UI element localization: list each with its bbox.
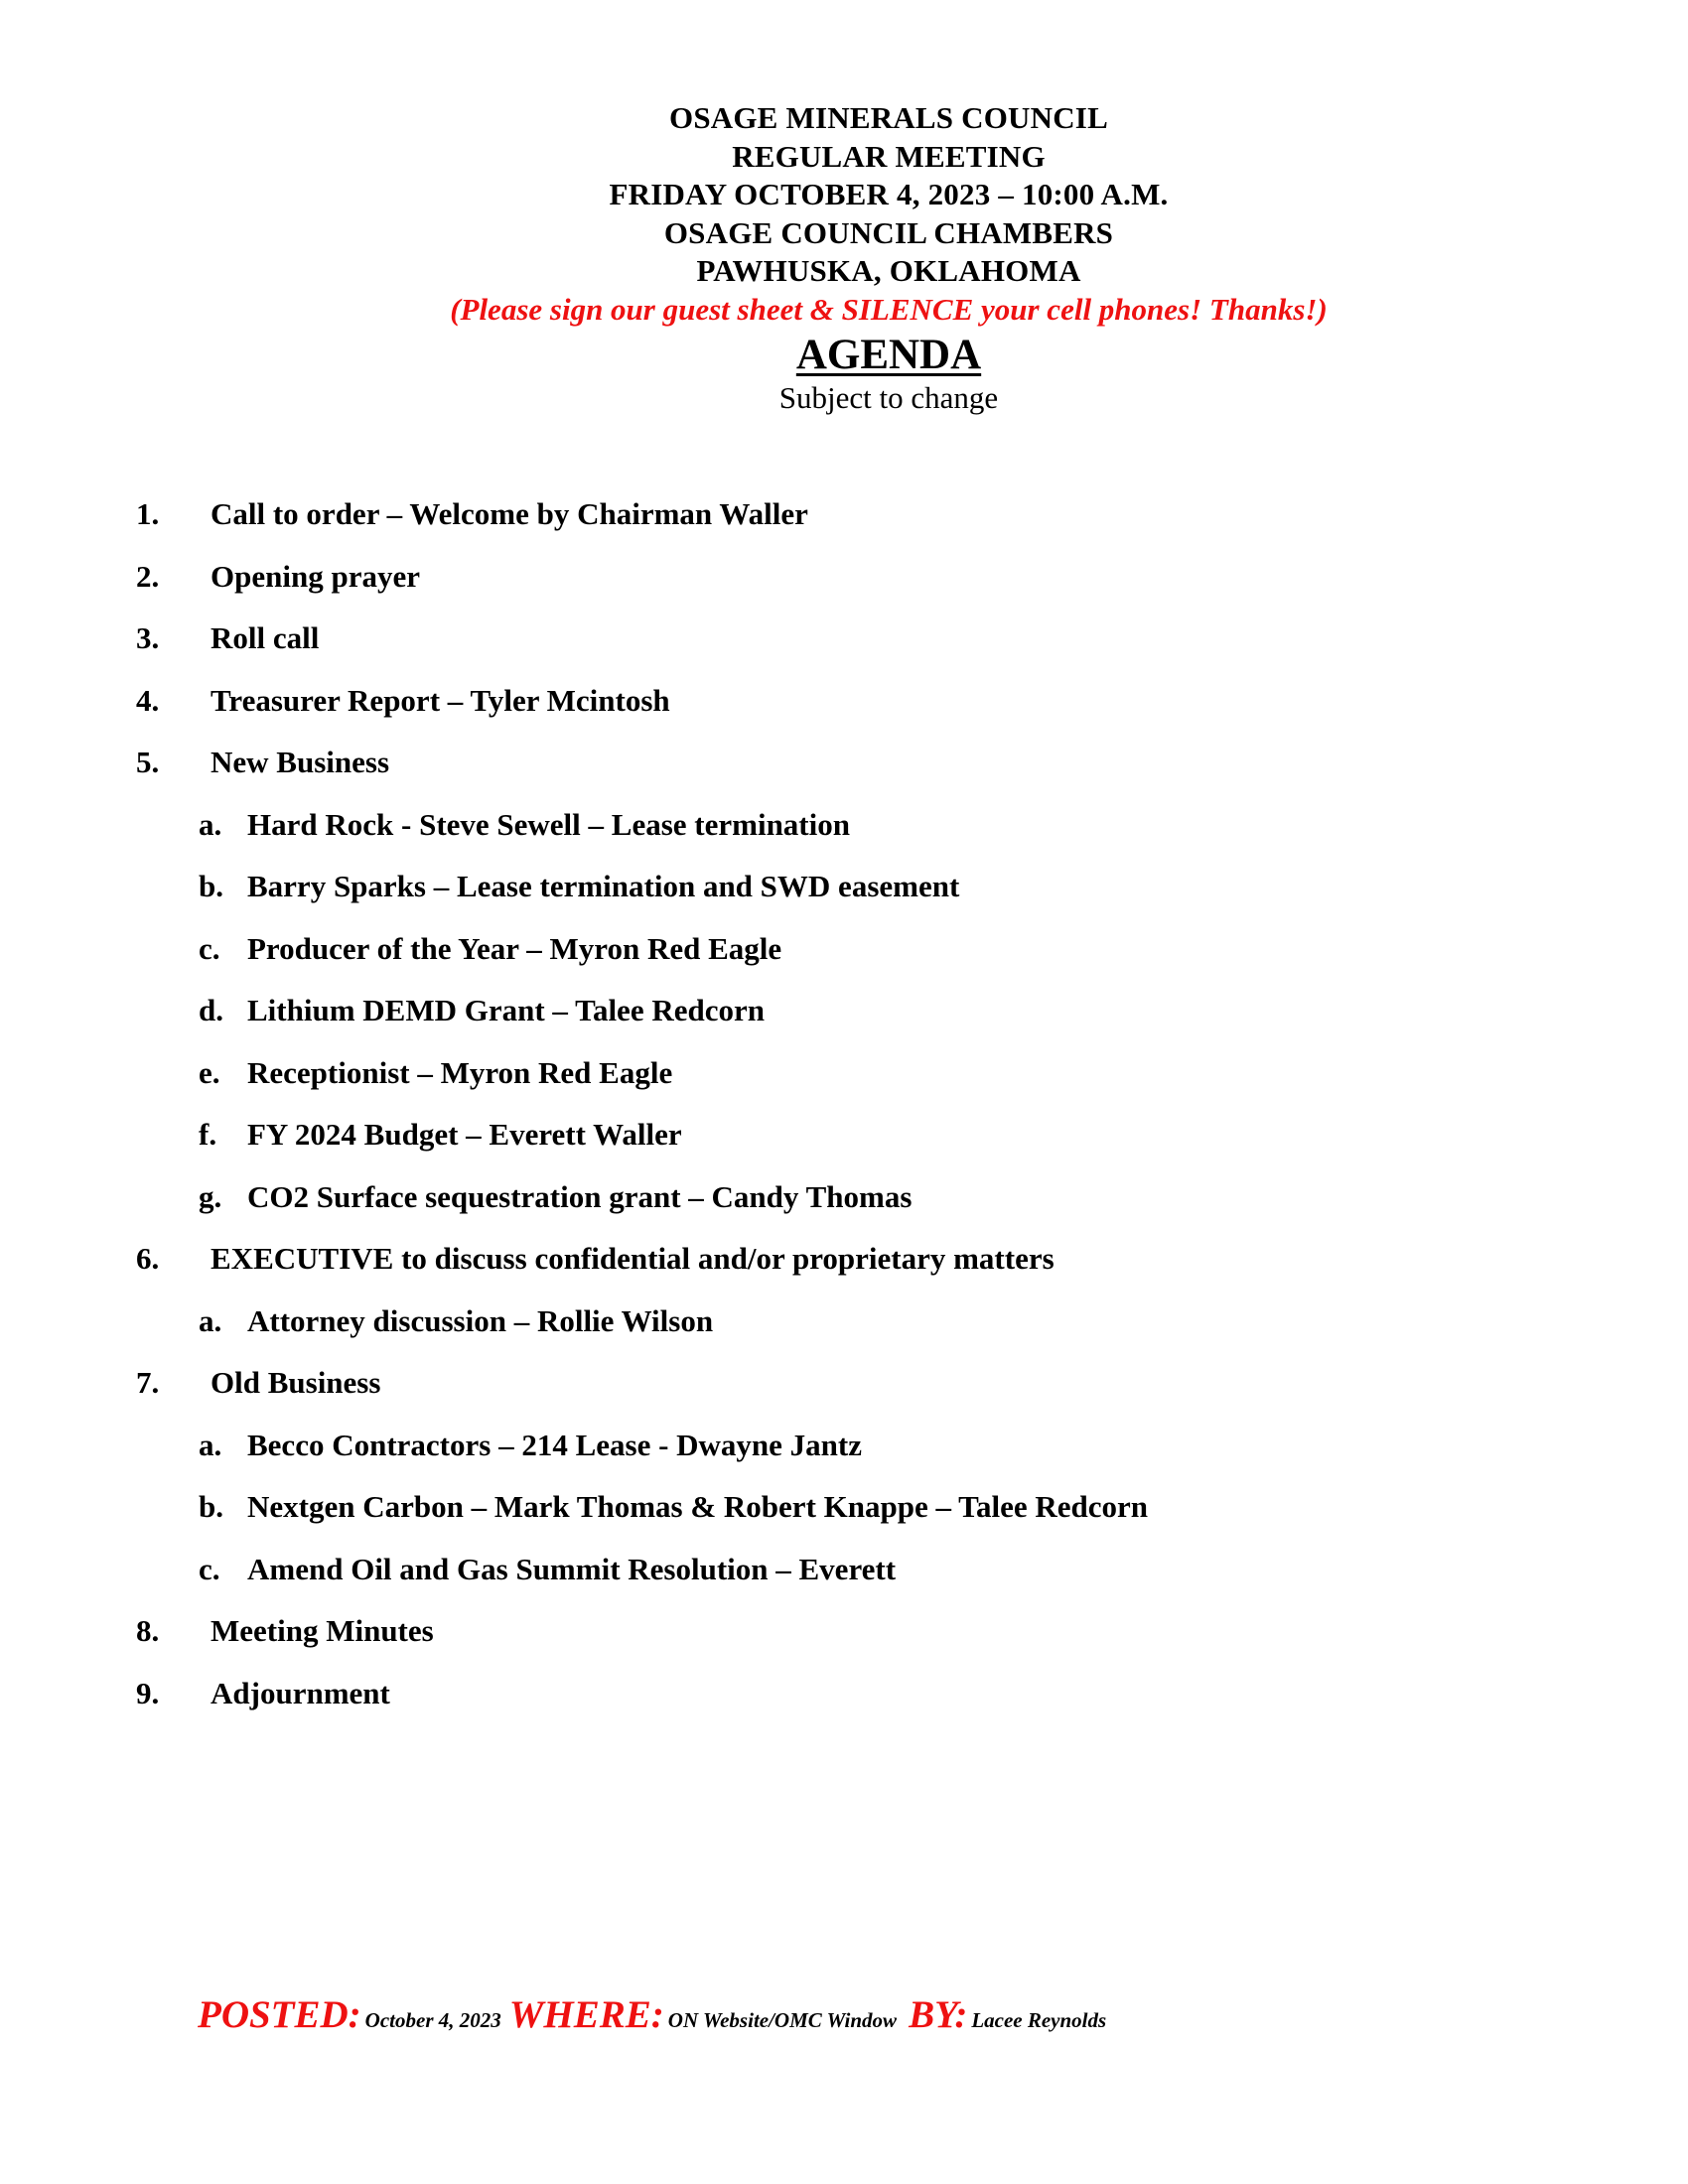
by-label: BY: <box>909 1993 968 2036</box>
subitem-text: Hard Rock - Steve Sewell – Lease termination <box>247 806 850 842</box>
meeting-date-time: FRIDAY OCTOBER 4, 2023 – 10:00 A.M. <box>609 177 1169 211</box>
subitem-text: Producer of the Year – Myron Red Eagle <box>247 930 782 966</box>
posted-date: October 4, 2023 <box>364 2008 501 2032</box>
subitem-text: Lithium DEMD Grant – Talee Redcorn <box>247 993 765 1027</box>
item-text: Meeting Minutes <box>211 1613 434 1648</box>
item-number: 2. <box>136 558 160 594</box>
subitem-letter: b. <box>199 1489 223 1524</box>
meeting-location: OSAGE COUNCIL CHAMBERS <box>663 214 1114 250</box>
subitem-letter: e. <box>199 1054 220 1090</box>
subitem-text: CO2 Surface sequestration grant – Candy Thomas <box>247 1178 913 1214</box>
item-text: Old Business <box>211 1365 381 1400</box>
item-number: 7. <box>136 1365 160 1400</box>
item-text: Treasurer Report – Tyler Mcintosh <box>211 682 670 718</box>
page-subtitle: Subject to change <box>778 379 999 415</box>
item-text: Call to order – Welcome by Chairman Waller <box>211 496 808 531</box>
subitem-text: Barry Sparks – Lease termination and SWD easement <box>247 869 960 903</box>
posted-label: POSTED: <box>198 1993 361 2036</box>
by-value: Lacee Reynolds <box>971 2008 1107 2032</box>
subitem-letter: d. <box>199 993 223 1027</box>
page-title: AGENDA <box>795 331 982 378</box>
item-number: 6. <box>136 1241 160 1276</box>
subitem-letter: a. <box>199 1427 222 1462</box>
item-number: 1. <box>136 496 160 531</box>
subitem-text: Nextgen Carbon – Mark Thomas & Robert Knappe – Talee Redcorn <box>247 1489 1149 1524</box>
guest-notice: (Please sign our guest sheet & SILENCE your cell phones! Thanks!) <box>450 291 1328 327</box>
where-value: ON Website/OMC Window <box>667 2008 898 2032</box>
agenda-header <box>0 99 1688 416</box>
item-number: 4. <box>136 682 160 718</box>
subitem-letter: a. <box>199 1302 222 1338</box>
item-number: 9. <box>136 1675 160 1710</box>
subitem-letter: b. <box>199 869 223 903</box>
item-text: New Business <box>211 745 390 779</box>
subitem-text: Attorney discussion – Rollie Wilson <box>247 1302 714 1338</box>
where-label: WHERE: <box>508 1993 664 2036</box>
meeting-city: PAWHUSKA, OKLAHOMA <box>696 253 1081 288</box>
subitem-letter: c. <box>199 1551 220 1586</box>
item-number: 5. <box>136 745 160 779</box>
subitem-letter: f. <box>199 1117 217 1152</box>
posting-footer <box>198 1993 1106 2045</box>
subitem-text: FY 2024 Budget – Everett Waller <box>247 1117 682 1152</box>
subitem-letter: a. <box>199 806 222 842</box>
item-number: 8. <box>136 1613 160 1648</box>
item-text: Roll call <box>211 620 320 655</box>
subitem-text: Amend Oil and Gas Summit Resolution – Everett <box>247 1551 897 1586</box>
subitem-text: Becco Contractors – 214 Lease - Dwayne Jantz <box>247 1427 863 1462</box>
subitem-letter: g. <box>199 1178 222 1214</box>
meeting-type: REGULAR MEETING <box>732 138 1046 174</box>
subitem-letter: c. <box>199 930 220 966</box>
item-text: Opening prayer <box>211 558 420 594</box>
item-text: EXECUTIVE to discuss confidential and/or proprietary matters <box>211 1241 1055 1276</box>
item-text: Adjournment <box>211 1675 390 1710</box>
council-name: OSAGE MINERALS COUNCIL <box>669 100 1108 135</box>
item-number: 3. <box>136 620 160 655</box>
subitem-text: Receptionist – Myron Red Eagle <box>247 1054 673 1090</box>
